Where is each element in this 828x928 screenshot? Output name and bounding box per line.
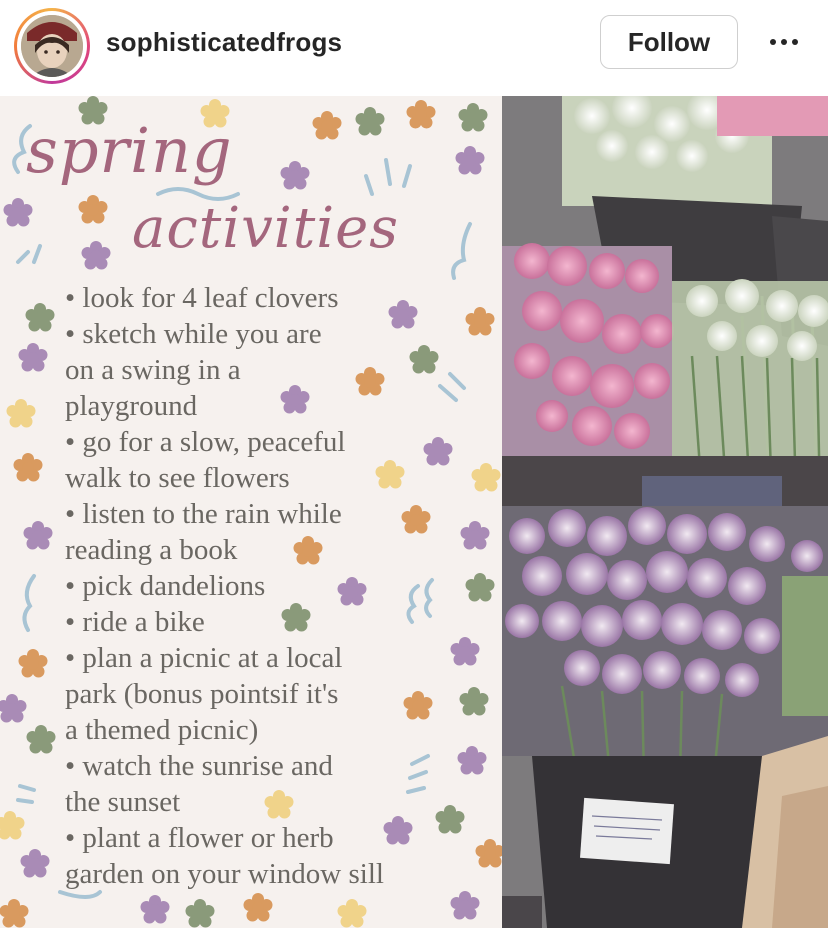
username[interactable]: sophisticatedfrogs <box>106 27 343 57</box>
list-item: • plant a flower or herb <box>65 822 334 854</box>
title-activities: activities <box>132 196 400 261</box>
story-ring[interactable] <box>14 8 90 84</box>
list-item: • watch the sunrise and <box>65 750 333 782</box>
list-item: • sketch while you are <box>65 318 322 350</box>
more-horizontal-icon[interactable] <box>766 28 802 56</box>
list-item: walk to see flowers <box>65 462 290 494</box>
list-item: on a swing in a <box>65 354 241 386</box>
list-item: playground <box>65 390 198 422</box>
list-item: • look for 4 leaf clovers <box>65 282 339 314</box>
follow-button[interactable]: Follow <box>600 15 738 69</box>
list-item: reading a book <box>65 534 238 566</box>
spring-activities-card <box>0 96 502 928</box>
list-item: park (bonus pointsif it's <box>65 678 339 710</box>
avatar[interactable] <box>21 15 83 77</box>
list-item: the sunset <box>65 786 181 818</box>
list-item: • plan a picnic at a local <box>65 642 343 674</box>
post-header <box>0 0 828 96</box>
list-item: • ride a bike <box>65 606 205 638</box>
list-item: garden on your window sill <box>65 858 384 890</box>
list-item: • go for a slow, peaceful <box>65 426 346 458</box>
activities-list <box>65 280 445 892</box>
list-item: a themed picnic) <box>65 714 259 746</box>
post-image[interactable] <box>0 96 828 928</box>
list-item: • listen to the rain while <box>65 498 342 530</box>
list-item: • pick dandelions <box>65 570 266 602</box>
flower-market-photo <box>502 96 828 928</box>
title-spring: spring <box>26 114 233 187</box>
